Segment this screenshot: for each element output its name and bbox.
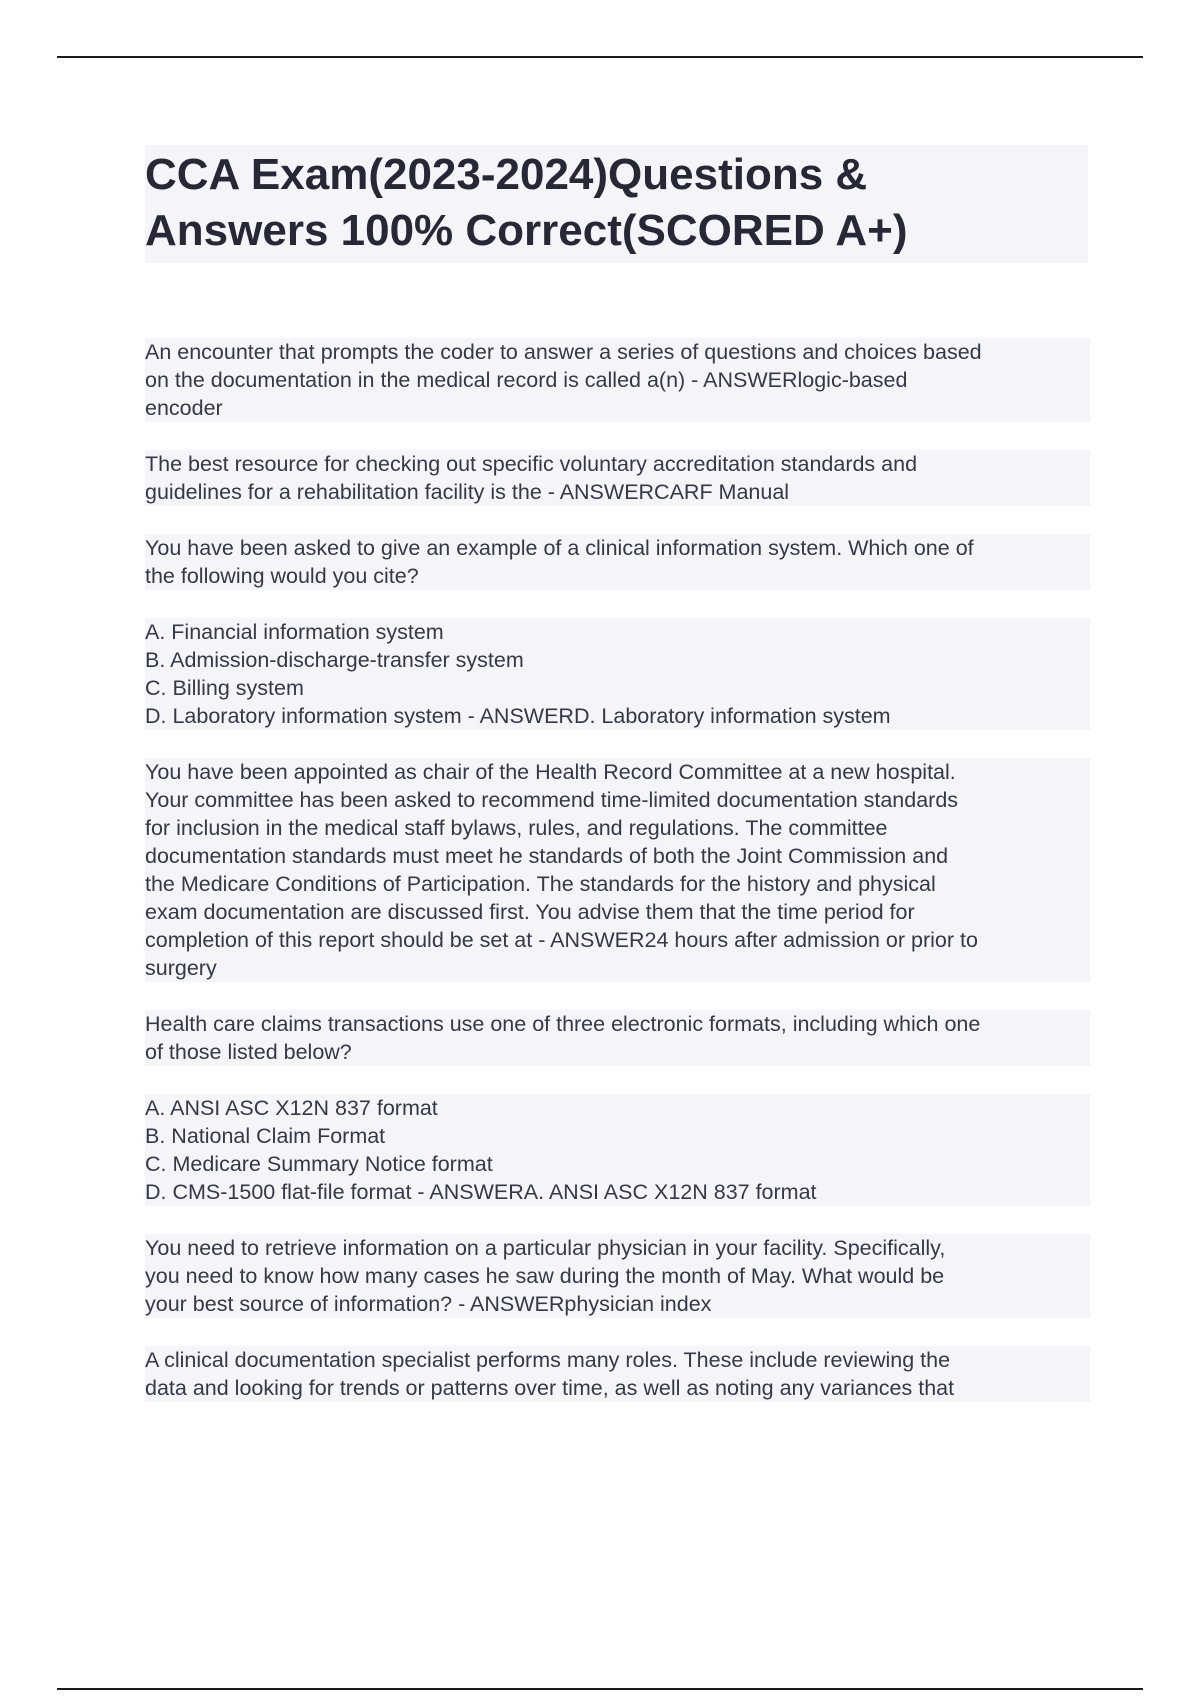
text-line: A clinical documentation specialist performs many roles. These include reviewing the — [145, 1348, 951, 1372]
text-line: documentation standards must meet he standards of both the Joint Commission and — [145, 844, 949, 868]
question-paragraph — [145, 1010, 1090, 1066]
text-line: data and looking for trends or patterns over time, as well as noting any variances that — [145, 1376, 955, 1400]
title-line: Answers 100% Correct(SCORED A+) — [145, 206, 908, 255]
answer-choices — [145, 618, 1090, 730]
choice-line: C. Billing system — [145, 676, 304, 700]
title-block — [145, 145, 1088, 263]
choice-line: D. Laboratory information system - ANSWERD. Laboratory information system — [145, 704, 891, 728]
question-paragraph — [145, 758, 1090, 982]
title-line: CCA Exam(2023-2024)Questions & — [145, 150, 868, 199]
text-line: you need to know how many cases he saw during the month of May. What would be — [145, 1264, 945, 1288]
text-line: your best source of information? - ANSWERphysician index — [145, 1292, 712, 1316]
text-line: The best resource for checking out specific voluntary accreditation standards and — [145, 452, 918, 476]
choice-line: B. Admission-discharge-transfer system — [145, 648, 524, 672]
text-line: the following would you cite? — [145, 564, 419, 588]
text-line: exam documentation are discussed first. You advise them that the time period for — [145, 900, 915, 924]
choice-line: B. National Claim Format — [145, 1124, 386, 1148]
text-line: You need to retrieve information on a particular physician in your facility. Specifically, — [145, 1236, 946, 1260]
page-title — [145, 147, 1088, 259]
document-body — [145, 338, 1090, 1430]
text-line: encoder — [145, 396, 223, 420]
text-line: An encounter that prompts the coder to answer a series of questions and choices based — [145, 340, 982, 364]
choice-line: C. Medicare Summary Notice format — [145, 1152, 493, 1176]
top-rule — [57, 56, 1143, 58]
text-line: Your committee has been asked to recommend time-limited documentation standards — [145, 788, 959, 812]
text-line: surgery — [145, 956, 217, 980]
text-line: You have been asked to give an example of a clinical information system. Which one of — [145, 536, 974, 560]
question-paragraph — [145, 1234, 1090, 1318]
text-line: completion of this report should be set at - ANSWER24 hours after admission or prior to — [145, 928, 978, 952]
question-paragraph — [145, 534, 1090, 590]
bottom-rule — [57, 1688, 1143, 1690]
text-line: Health care claims transactions use one of three electronic formats, including which one — [145, 1012, 981, 1036]
text-line: guidelines for a rehabilitation facility is the - ANSWERCARF Manual — [145, 480, 790, 504]
question-paragraph — [145, 1346, 1090, 1402]
choice-line: A. Financial information system — [145, 620, 444, 644]
question-paragraph — [145, 450, 1090, 506]
question-paragraph — [145, 338, 1090, 422]
choice-line: A. ANSI ASC X12N 837 format — [145, 1096, 438, 1120]
text-line: on the documentation in the medical record is called a(n) - ANSWERlogic-based — [145, 368, 908, 392]
text-line: You have been appointed as chair of the Health Record Committee at a new hospital. — [145, 760, 956, 784]
choice-line: D. CMS-1500 flat-file format - ANSWERA. ANSI ASC X12N 837 format — [145, 1180, 817, 1204]
answer-choices — [145, 1094, 1090, 1206]
text-line: the Medicare Conditions of Participation. The standards for the history and physical — [145, 872, 936, 896]
text-line: for inclusion in the medical staff bylaws, rules, and regulations. The committee — [145, 816, 888, 840]
text-line: of those listed below? — [145, 1040, 352, 1064]
